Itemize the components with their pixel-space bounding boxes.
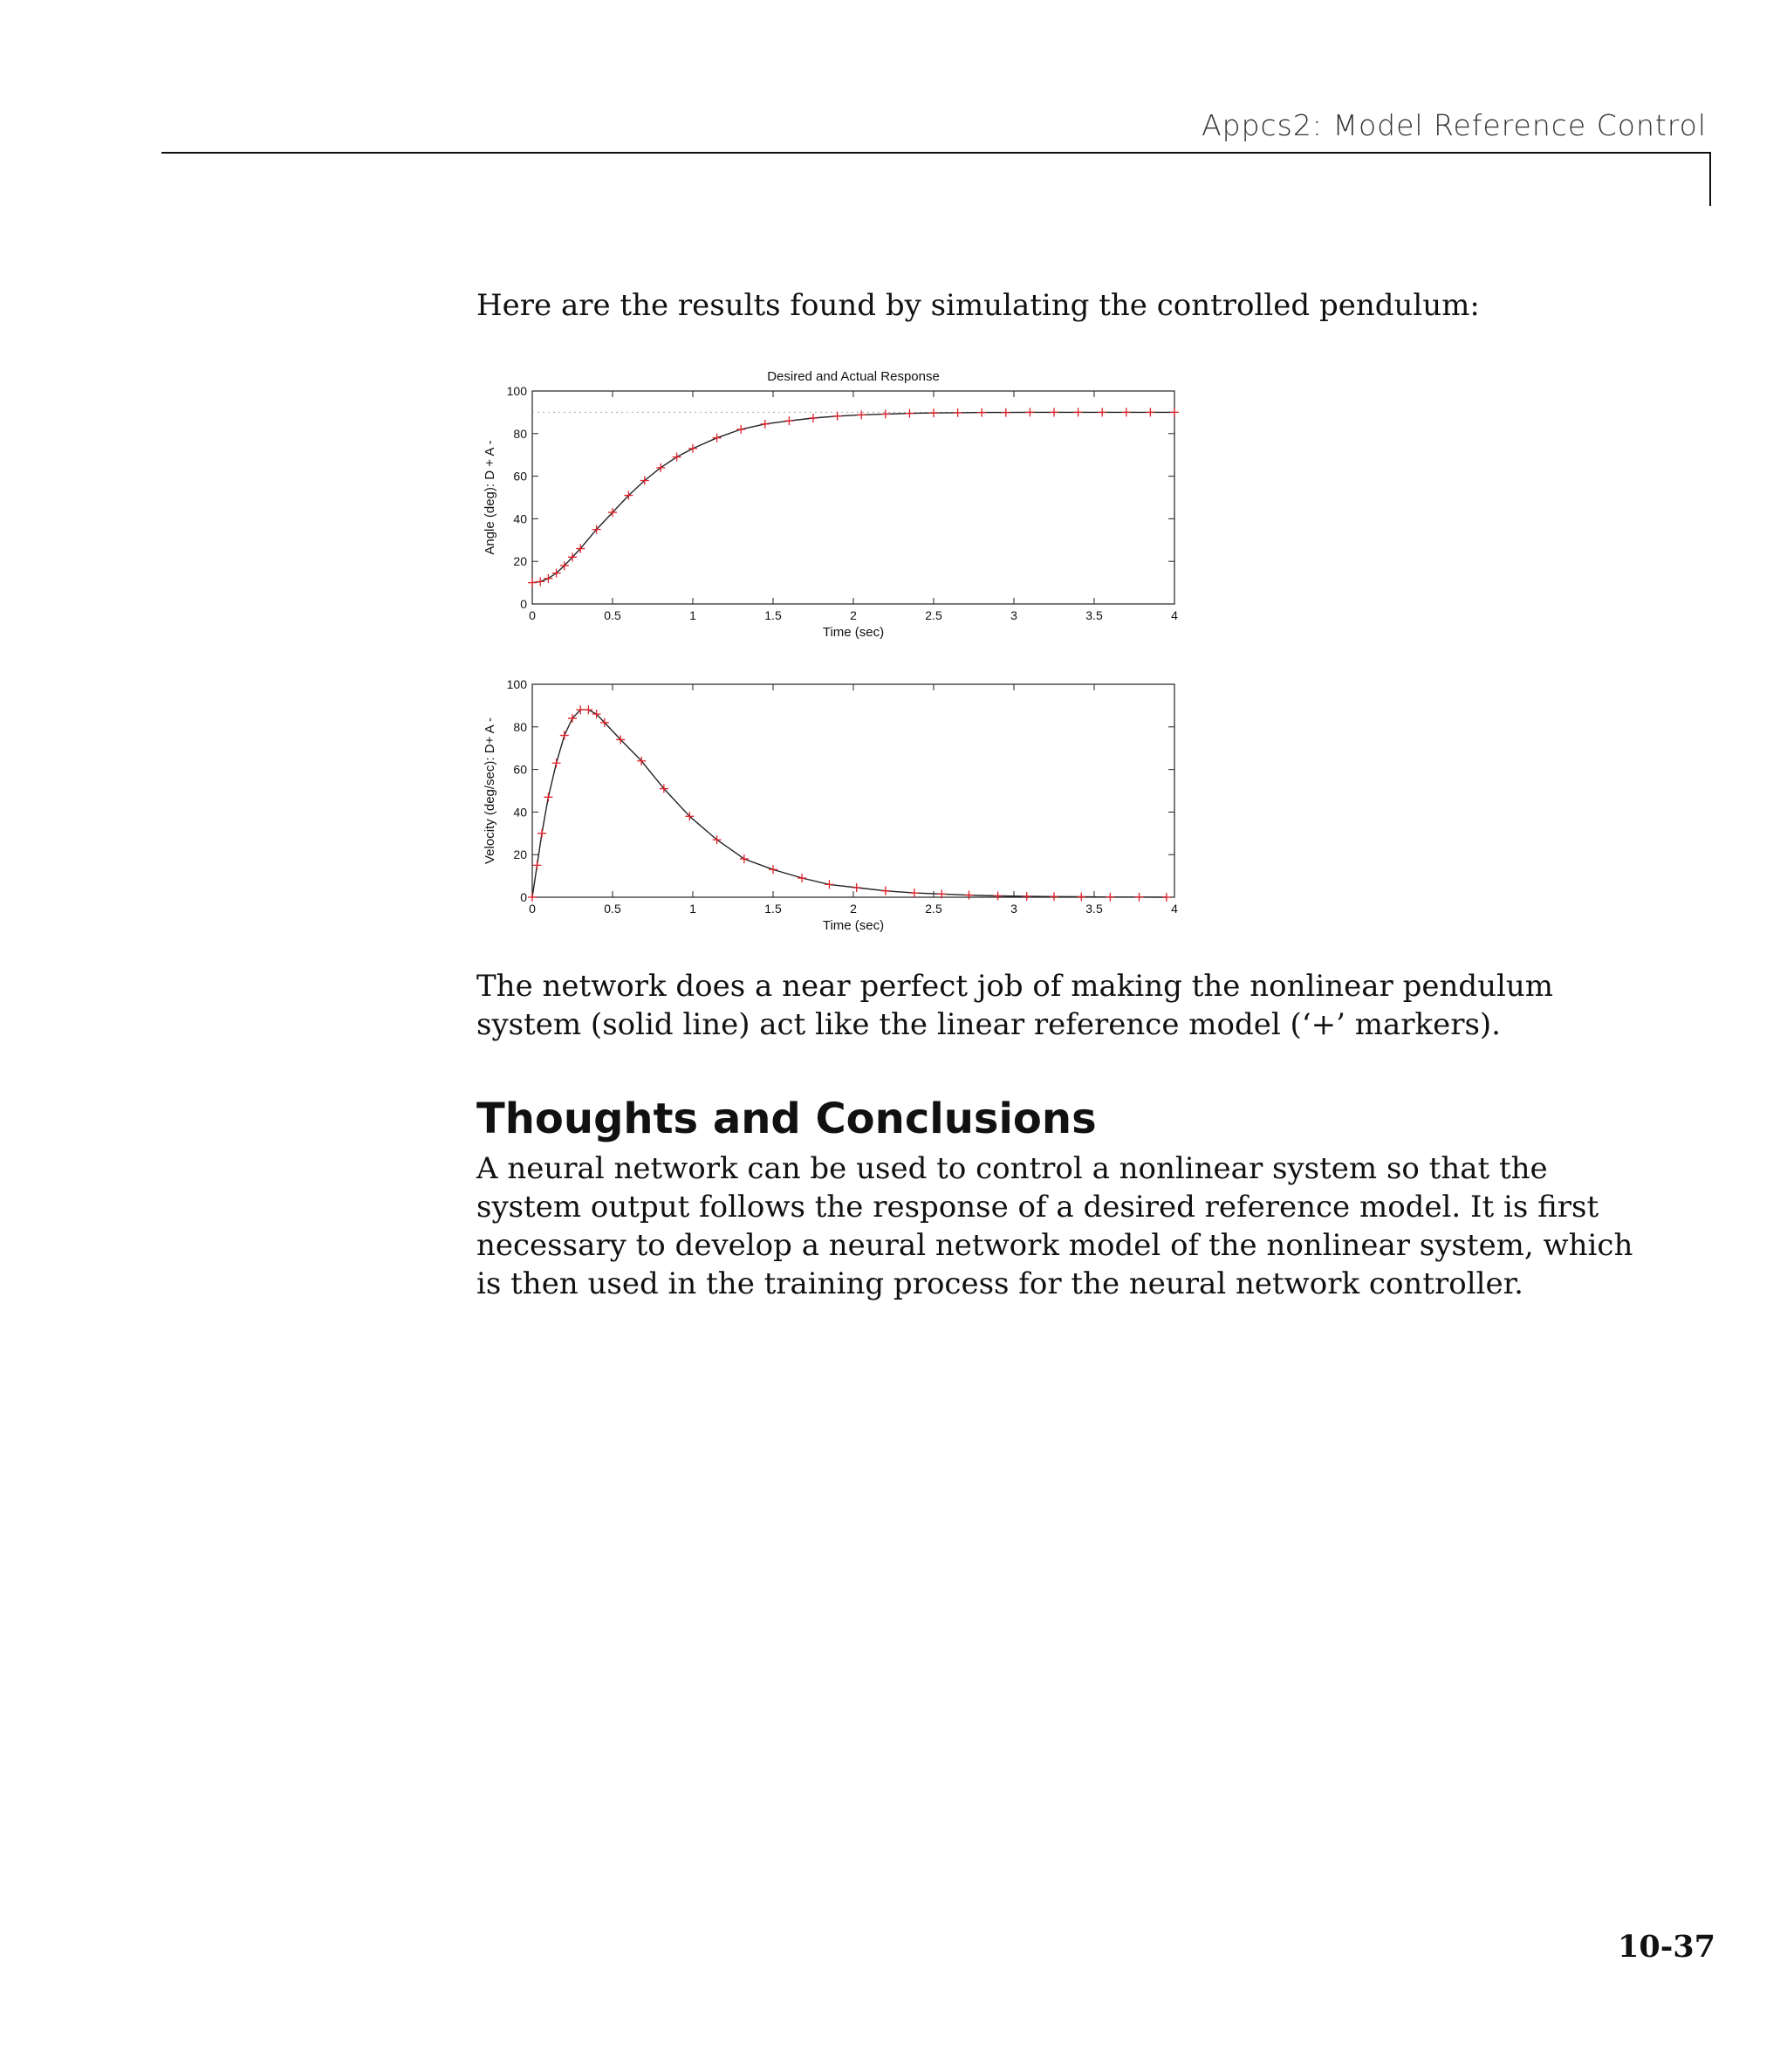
chart1-title: Desired and Actual Response — [767, 369, 940, 384]
chart1-x-tick-label: 3.5 — [1085, 608, 1103, 622]
chart1-y-tick-label: 100 — [506, 384, 527, 398]
chart1-desired-plus-marker — [1074, 408, 1083, 416]
chart2-desired-plus-marker — [798, 874, 806, 882]
chart1-x-axis-label: Time (sec) — [822, 625, 885, 640]
chart2-x-tick-label: 3 — [1010, 902, 1017, 916]
chart1-desired-plus-marker — [1146, 408, 1154, 416]
chart2-y-tick-label: 100 — [506, 677, 527, 691]
chart2-y-tick-label: 60 — [513, 762, 527, 777]
chart1-desired-plus-marker — [528, 579, 537, 587]
chart1-y-tick-label: 20 — [513, 554, 527, 569]
chart1-x-tick-label: 0 — [529, 608, 536, 622]
section-heading: Thoughts and Conclusions — [476, 1094, 1097, 1143]
chart2-desired-plus-marker — [964, 891, 973, 900]
chart2-desired-plus-marker — [537, 829, 546, 838]
chart2-y-tick-label: 80 — [513, 719, 527, 734]
chart2-x-tick-label: 1 — [689, 902, 696, 916]
page-number: 10-37 — [1618, 1929, 1715, 1965]
header-corner-tick — [1709, 152, 1711, 206]
chart1-x-tick-label: 4 — [1171, 608, 1178, 622]
chart2-desired-plus-marker — [1162, 893, 1171, 902]
chart1-desired-plus-marker — [905, 409, 914, 418]
chart2-desired-plus-marker — [552, 758, 561, 767]
chart2-desired-plus-marker — [740, 854, 749, 863]
chart2-x-tick-label: 3.5 — [1085, 902, 1103, 916]
chart2-x-tick-label: 2 — [850, 902, 857, 916]
chart2-desired-plus-marker — [994, 892, 1003, 901]
chart2-desired-plus-marker — [1135, 893, 1144, 902]
response-figure-svg — [478, 358, 1194, 951]
chart1-y-axis-label: Angle (deg): D + A - — [483, 440, 497, 555]
chart2-x-tick-label: 0 — [529, 902, 536, 916]
chart1-desired-plus-marker — [1098, 408, 1106, 416]
running-header-title: Appcs2: Model Reference Control — [1202, 108, 1707, 142]
chart2-desired-plus-marker — [1050, 892, 1058, 901]
chart1-x-tick-label: 3 — [1010, 608, 1017, 622]
chart2-desired-plus-marker — [584, 705, 592, 714]
chart2-desired-plus-marker — [533, 861, 542, 869]
chart2-desired-plus-marker — [1023, 892, 1031, 901]
chart2-desired-plus-marker — [825, 880, 833, 888]
chart1-y-tick-label: 80 — [513, 426, 527, 441]
chart2-desired-plus-marker — [852, 883, 861, 892]
chart1-x-tick-label: 0.5 — [604, 608, 621, 622]
chart1-desired-plus-marker — [1050, 408, 1058, 416]
chart1-desired-plus-marker — [761, 420, 770, 429]
chart2-y-axis-label: Velocity (deg/sec): D+ A - — [483, 717, 497, 864]
section-body-paragraph: A neural network can be used to control a nonlinear system so that the system output follows the response of a desired reference model. It is first necessary to develop a neural network model of the nonlinear system, which is then used in the training process for the neural network controller. — [476, 1151, 1633, 1301]
chart1-desired-plus-marker — [1122, 408, 1131, 416]
chart1-desired-plus-marker — [929, 408, 938, 417]
chart2-desired-plus-marker — [528, 893, 537, 902]
chart2-x-tick-label: 4 — [1171, 902, 1178, 916]
response-figure — [478, 358, 1194, 951]
chart2-y-tick-label: 0 — [520, 890, 527, 904]
chart1-x-tick-label: 1 — [689, 608, 696, 622]
chart1-desired-plus-marker — [857, 410, 866, 419]
chart1-y-tick-label: 60 — [513, 469, 527, 484]
chart1-desired-plus-marker — [536, 577, 544, 586]
chart1-desired-plus-marker — [784, 416, 793, 425]
header-rule — [161, 152, 1711, 154]
chart1-desired-plus-marker — [544, 574, 552, 583]
figure-discussion-paragraph: The network does a near perfect job of making the nonlinear pendulum system (solid line) act like the linear reference model (‘+’ markers). — [476, 969, 1554, 1042]
chart1-desired-plus-marker — [736, 425, 745, 434]
chart2-actual-response-line — [532, 710, 1167, 897]
chart2-desired-plus-marker — [544, 792, 552, 801]
chart1-y-tick-label: 0 — [520, 597, 527, 611]
chart1-x-tick-label: 2 — [850, 608, 857, 622]
chart1-desired-plus-marker — [1170, 408, 1179, 416]
chart2-y-tick-label: 20 — [513, 847, 527, 862]
chart1-x-tick-label: 2.5 — [925, 608, 942, 622]
chart1-desired-plus-marker — [673, 453, 681, 462]
chart1-desired-plus-marker — [713, 434, 722, 443]
chart1-desired-plus-marker — [809, 414, 818, 422]
chart1-desired-plus-marker — [833, 412, 842, 421]
chart2-x-axis-label: Time (sec) — [822, 918, 885, 933]
chart2-desired-plus-marker — [1106, 893, 1114, 902]
chart1-desired-plus-marker — [688, 444, 697, 453]
chart1-desired-plus-marker — [954, 408, 962, 417]
chart1-y-tick-label: 40 — [513, 511, 527, 526]
chart1-desired-plus-marker — [1025, 408, 1034, 416]
chart2-x-tick-label: 1.5 — [764, 902, 782, 916]
chart2-desired-plus-marker — [910, 888, 919, 897]
chart1-desired-plus-marker — [977, 408, 986, 417]
chart2-desired-plus-marker — [560, 731, 569, 740]
chart2-desired-plus-marker — [1077, 893, 1085, 902]
chart2-x-tick-label: 2.5 — [925, 902, 942, 916]
chart1-desired-plus-marker — [881, 409, 890, 418]
chart1-desired-plus-marker — [1002, 408, 1010, 417]
chart2-y-tick-label: 40 — [513, 805, 527, 820]
chart2-x-tick-label: 0.5 — [604, 902, 621, 916]
chart2-plot-frame — [532, 684, 1174, 897]
chart2-desired-plus-marker — [881, 887, 890, 895]
intro-paragraph: Here are the results found by simulating the controlled pendulum: — [476, 288, 1480, 323]
chart2-desired-plus-marker — [769, 865, 777, 874]
chart1-x-tick-label: 1.5 — [764, 608, 782, 622]
